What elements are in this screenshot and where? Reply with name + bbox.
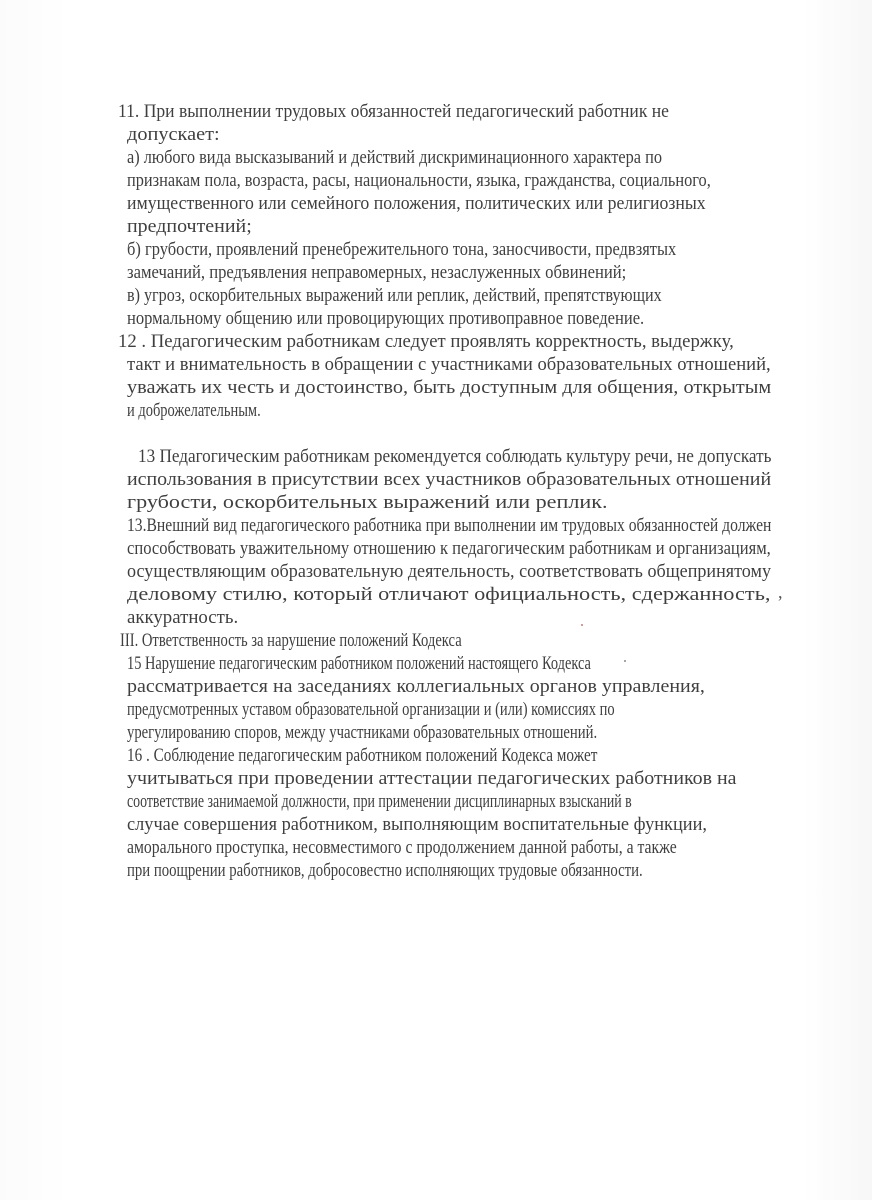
text-line: учитываться при проведении аттестации педагогических работников на: [127, 768, 737, 789]
text-line: аккуратность.: [127, 607, 239, 628]
text-line: рассматривается на заседаниях коллегиальных органов управления,: [127, 676, 705, 697]
text-line: нормальному общению или провоцирующих противоправное поведение.: [127, 308, 645, 329]
text-line: урегулированию споров, между участниками образовательных отношений.: [127, 722, 598, 743]
text-line: б) грубости, проявлений пренебрежительного тона, заносчивости, предвзятых: [127, 239, 677, 260]
text-line: предпочтений;: [127, 216, 252, 237]
text-line: случае совершения работником, выполняющим воспитательные функции,: [127, 814, 707, 835]
text-line: деловому стилю, который отличают официальность, сдержанность,: [127, 584, 771, 605]
text-line: использования в присутствии всех участников образовательных отношений: [127, 469, 772, 490]
text-line: такт и внимательность в обращении с участниками образовательных отношений,: [127, 354, 771, 375]
text-line: соответствие занимаемой должности, при применении дисциплинарных взысканий в: [127, 791, 632, 812]
text-line: и доброжелательным.: [127, 400, 261, 421]
scan-speck: [624, 660, 626, 662]
text-line: 11. При выполнении трудовых обязанностей педагогический работник не: [118, 101, 669, 122]
text-line: грубости, оскорбительных выражений или реплик.: [127, 492, 608, 513]
section-heading: III. Ответственность за нарушение положений Кодекса: [120, 630, 462, 651]
text-line: признакам пола, возраста, расы, национальности, языка, гражданства, социального,: [127, 170, 711, 191]
text-line: при поощрении работников, добросовестно исполняющих трудовые обязанности.: [127, 860, 643, 881]
text-line: способствовать уважительному отношению к педагогическим работникам и организациям,: [127, 538, 771, 559]
text-line: 15 Нарушение педагогическим работником положений настоящего Кодекса: [127, 653, 591, 674]
stray-comma-mark: ,: [778, 582, 783, 602]
text-line: замечаний, предъявления неправомерных, незаслуженных обвинений;: [127, 262, 627, 283]
text-line: допускает:: [127, 124, 220, 145]
text-line: осуществляющим образовательную деятельность, соответствовать общепринятому: [127, 561, 772, 582]
text-line: 16 . Соблюдение педагогическим работником положений Кодекса может: [127, 745, 598, 766]
text-line: 12 . Педагогическим работникам следует проявлять корректность, выдержку,: [118, 331, 734, 352]
scan-speck: [581, 624, 583, 626]
text-line: предусмотренных уставом образовательной организации и (или) комиссиях по: [127, 699, 615, 720]
text-line: уважать их честь и достоинство, быть доступным для общения, открытым: [127, 377, 772, 398]
text-line: а) любого вида высказываний и действий дискриминационного характера по: [127, 147, 663, 168]
text-line: 13.Внешний вид педагогического работника при выполнении им трудовых обязанностей должен: [127, 515, 772, 536]
text-line: имущественного или семейного положения, политических или религиозных: [127, 193, 706, 214]
text-line: аморального проступка, несовместимого с продолжением данной работы, а также: [127, 837, 677, 858]
text-line: 13 Педагогическим работникам рекомендуется соблюдать культуру речи, не допускать: [138, 446, 772, 467]
text-line: в) угроз, оскорбительных выражений или реплик, действий, препятствующих: [127, 285, 662, 306]
